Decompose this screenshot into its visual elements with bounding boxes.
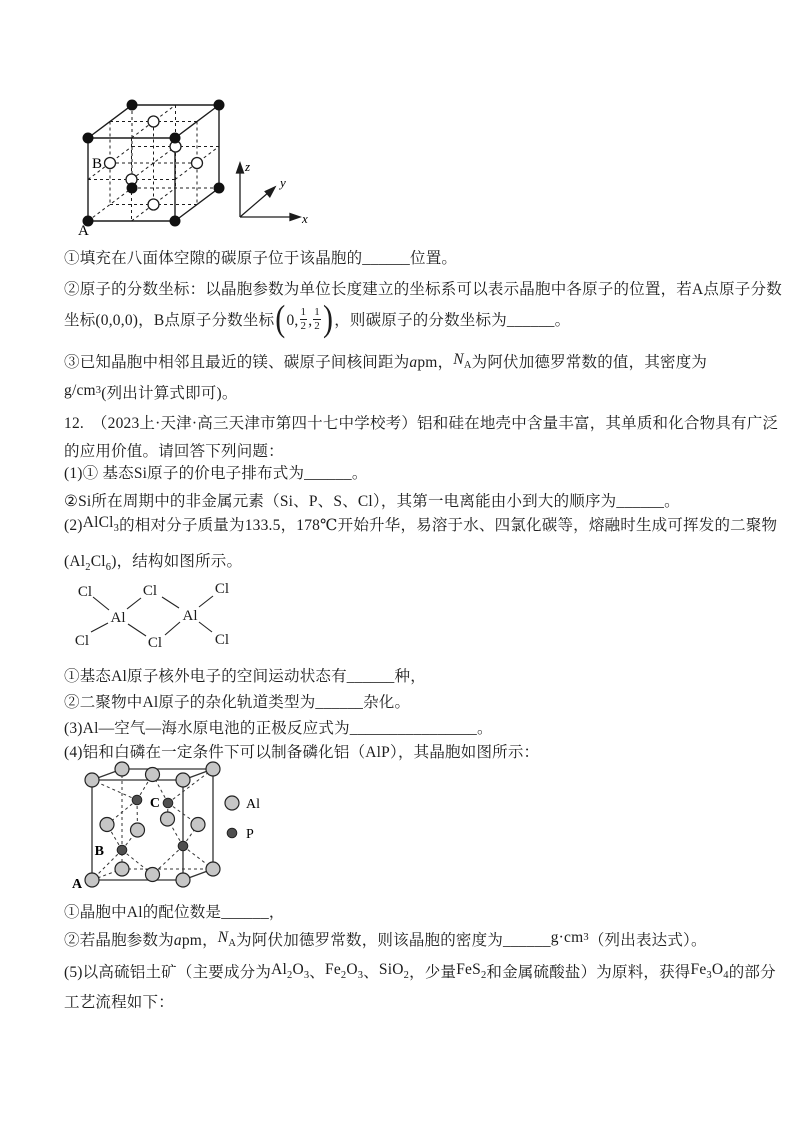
q11-sub2-line2: 坐标(0,0,0)，B点原子分数坐标(0, $\frac{1}{2}$ , $\frac{1}{2}$ )，则碳原子的分数坐标为______。 — [64, 298, 571, 340]
alp-unit-cell-diagram — [60, 755, 340, 895]
q11-sub2-line1: ②原子的分数坐标：以晶胞参数为单位长度建立的坐标系可以表示晶胞中各原子的位置，若A点原子分数 — [64, 281, 782, 298]
legend-al-swatch — [225, 796, 239, 810]
al-atoms — [85, 762, 220, 887]
q12-item5-line: ①基态Al原子核外电子的空间运动状态有______种， — [64, 668, 426, 685]
al-atom-label: Al — [110, 610, 126, 626]
corner-a-label: A — [78, 223, 89, 239]
al-atom-label: Al — [182, 608, 198, 624]
y-axis-label: y — [280, 175, 286, 190]
q11-sub3-line1: ③已知晶胞中相邻且最近的镁、碳原子间核间距为apm，NA为阿伏加德罗常数的值，其密度为 — [64, 351, 708, 371]
al2cl6-structure-diagram — [60, 580, 320, 660]
atom-b-label: B — [94, 844, 104, 859]
q12-item10-line: ②若晶胞参数为apm，NA为阿伏加德罗常数，则该晶胞的密度为$\_\_\_\_\_\_g\cdot cm^3$（列出表达式）。 — [64, 929, 707, 949]
legend — [225, 796, 260, 842]
q12-item1-line: (1)① 基态Si原子的价电子排布式为______。 — [64, 465, 368, 482]
q12-item8-line: (4)铝和白磷在一定条件下可以制备磷化铝（AlP），其晶胞如图所示： — [64, 744, 540, 761]
q11-sub3-line2: $g/cm^3$(列出计算式即可)。 — [64, 382, 238, 402]
legend-al-label: Al — [246, 797, 260, 812]
cl-atom-label: Cl — [214, 581, 230, 597]
q12-item7-line: (3)Al—空气—海水原电池的正极反应式为________________。 — [64, 720, 493, 737]
q12-item3-line: (2)AlCl3的相对分子质量为133.5，178℃开始升华，易溶于水、四氯化碳等，熔融时生成可挥发的二聚物 — [64, 514, 778, 534]
atom-b-label: B — [92, 156, 103, 172]
cl-atom-label: Cl — [147, 635, 163, 651]
legend-p-label: P — [246, 827, 254, 842]
q12-item2-line: ②Si所在周期中的非金属元素（Si、P、S、Cl），其第一电离能由小到大的顺序为______。 — [64, 493, 680, 510]
corner-a-label: A — [72, 877, 83, 892]
mgc-unit-cell-diagram — [70, 95, 380, 243]
q12-item6-line: ②二聚物中Al原子的杂化轨道类型为______杂化。 — [64, 694, 411, 711]
cl-atom-label: Cl — [214, 632, 230, 648]
q12-item11-line2: 工艺流程如下： — [64, 994, 174, 1011]
q12-header-line2: 的应用价值。请回答下列问题： — [64, 443, 284, 460]
q12-item11-line1: (5)以高硫铝土矿（主要成分为Al2O3、Fe2O3、SiO2，少量FeS2和金属硫酸盐）为原料，获得Fe3O4的部分 — [64, 961, 776, 981]
cl-atom-label: Cl — [142, 583, 158, 599]
cl-atom-label: Cl — [74, 633, 90, 649]
q12-item4-line: $(Al_2Cl_6)$，结构如图所示。 — [64, 553, 243, 573]
z-axis-label: z — [245, 159, 251, 174]
cl-atom-label: Cl — [77, 584, 93, 600]
atom-c-label: C — [149, 796, 160, 811]
q11-sub1-line: ①填充在八面体空隙的碳原子位于该晶胞的______位置。 — [64, 250, 458, 267]
q12-header-line1: 12. （2023上·天津·高三天津市第四十七中学校考）铝和硅在地壳中含量丰富，其单质和化合物具有广泛 — [64, 415, 779, 432]
legend-p-swatch — [227, 828, 237, 838]
q12-item9-line: ①晶胞中Al的配位数是______， — [64, 904, 285, 921]
x-axis-label: x — [302, 211, 308, 226]
